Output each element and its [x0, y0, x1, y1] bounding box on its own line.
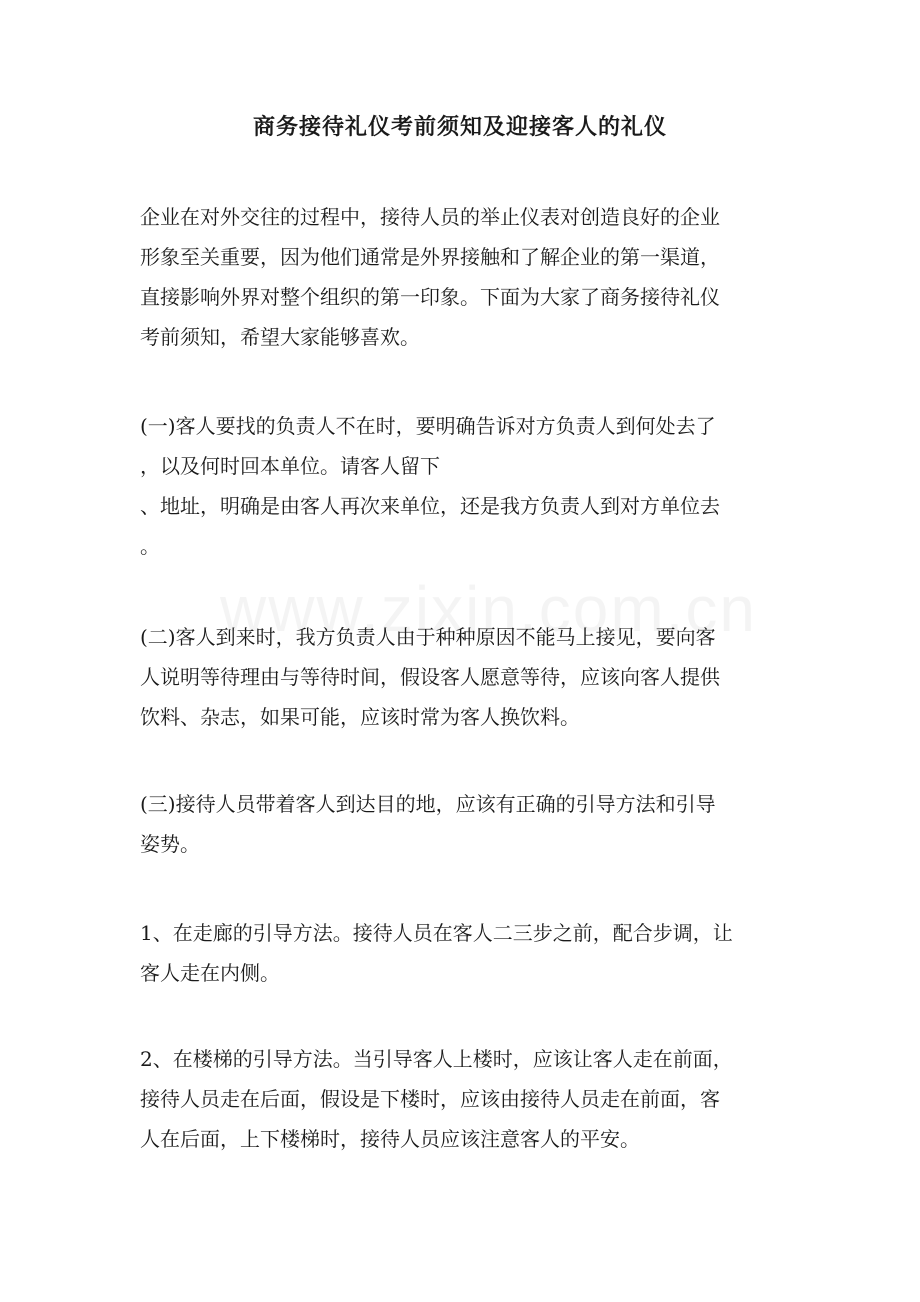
- corridor-guidance-paragraph: [140, 913, 790, 993]
- paragraph-line: (三)接待人员带着客人到达目的地，应该有正确的引导方法和引导: [140, 792, 716, 816]
- paragraph-line: 人说明等待理由与等待时间，假设客人愿意等待，应该向客人提供: [140, 665, 720, 689]
- paragraph-line: 人在后面，上下楼梯时，接待人员应该注意客人的平安。: [140, 1127, 640, 1151]
- paragraph-line: 接待人员走在后面，假设是下楼时，应该由接待人员走在前面，客: [140, 1087, 720, 1111]
- section-2-paragraph: [140, 617, 790, 737]
- paragraph-line: 企业在对外交往的过程中，接待人员的举止仪表对创造良好的企业: [140, 205, 720, 229]
- paragraph-line: 。: [140, 534, 160, 558]
- paragraph-line: 1、在走廊的引导方法。接待人员在客人二三步之前，配合步调，让: [140, 921, 733, 945]
- stairs-guidance-paragraph: [140, 1039, 790, 1159]
- paragraph-line: 形象至关重要，因为他们通常是外界接触和了解企业的第一渠道，: [140, 245, 720, 269]
- page-title: 商务接待礼仪考前须知及迎接客人的礼仪: [252, 114, 667, 140]
- paragraph-line: 考前须知，希望大家能够喜欢。: [140, 325, 420, 349]
- paragraph-line: (二)客人到来时，我方负责人由于种种原因不能马上接见，要向客: [140, 625, 716, 649]
- section-3-paragraph: [140, 784, 790, 864]
- paragraph-line: 2、在楼梯的引导方法。当引导客人上楼时，应该让客人走在前面，: [140, 1047, 733, 1071]
- paragraph-line: 姿势。: [140, 832, 200, 856]
- paragraph-line: 直接影响外界对整个组织的第一印象。下面为大家了商务接待礼仪: [140, 285, 720, 309]
- section-1-paragraph: [140, 406, 790, 566]
- paragraph-line: (一)客人要找的负责人不在时，要明确告诉对方负责人到何处去了: [140, 414, 716, 438]
- paragraph-line: 饮料、杂志，如果可能，应该时常为客人换饮料。: [140, 705, 580, 729]
- intro-paragraph: [140, 197, 790, 357]
- paragraph-line: 、地址，明确是由客人再次来单位，还是我方负责人到对方单位去: [140, 494, 720, 518]
- paragraph-line: 客人走在内侧。: [140, 961, 280, 985]
- paragraph-line: ，以及何时回本单位。请客人留下: [140, 454, 440, 478]
